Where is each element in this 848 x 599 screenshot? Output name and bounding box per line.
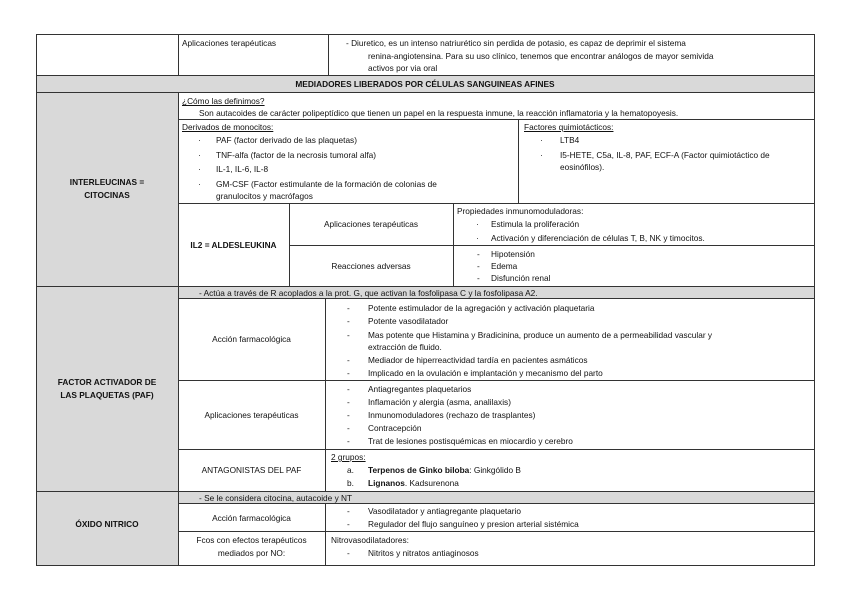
grupo-a-name: Terpenos de Ginko biloba bbox=[368, 465, 470, 475]
top-row-label: Aplicaciones terapéuticas bbox=[182, 38, 277, 48]
quimio-item: I5-HETE, C5a, IL-8, PAF, ECF-A (Factor quimiotáctico de bbox=[560, 150, 770, 160]
interleucinas-title-shade bbox=[36, 92, 178, 286]
paf-aplicaciones-label: Aplicaciones terapéuticas bbox=[204, 410, 299, 420]
dash: - bbox=[347, 330, 350, 340]
monocitos-item: PAF (factor derivado de las plaquetas) bbox=[216, 135, 357, 145]
dash: - bbox=[347, 316, 350, 326]
oxido-accion-item: Vasodilatador y antiagregante plaquetario bbox=[368, 506, 521, 516]
paf-aplicaciones-item: Antiagregantes plaquetarios bbox=[368, 384, 472, 394]
dash: - bbox=[347, 423, 350, 433]
top-row-line-3: activos por via oral bbox=[368, 63, 438, 73]
dash: - bbox=[347, 519, 350, 529]
bullet: · bbox=[198, 135, 201, 145]
monocitos-item: granulocitos y macrófagos bbox=[216, 191, 313, 201]
paf-aplicaciones-item: Inmunomoduladores (rechazo de trasplantes) bbox=[368, 410, 536, 420]
dash: - bbox=[347, 548, 350, 558]
grupo-b-detail: . Kadsurenona bbox=[404, 478, 459, 488]
dash: - bbox=[347, 506, 350, 516]
bullet: · bbox=[540, 150, 543, 160]
monocitos-item: GM-CSF (Factor estimulante de la formación de colonias de bbox=[216, 179, 437, 189]
grupo-a-letter: a. bbox=[347, 465, 354, 475]
paf-accion-item: Potente vasodilatador bbox=[368, 316, 449, 326]
dash: - bbox=[477, 249, 480, 259]
dash: - bbox=[347, 368, 350, 378]
oxido-accion-label: Acción farmacológica bbox=[212, 513, 291, 523]
paf-accion-item: Potente estimulador de la agregación y activación plaquetaria bbox=[368, 303, 595, 313]
top-row-line-1: - Diuretico, es un intenso natriurético sin perdida de potasio, es capaz de deprimir el sistema bbox=[346, 38, 686, 48]
interleucinas-title-line-2: CITOCINAS bbox=[84, 190, 130, 200]
paf-title-line-1: FACTOR ACTIVADOR DE bbox=[57, 377, 157, 387]
paf-accion-item: Mediador de hiperreactividad tardía en pacientes asmáticos bbox=[368, 355, 588, 365]
il2-label: IL2 = ALDESLEUKINA bbox=[190, 240, 277, 250]
bullet: · bbox=[476, 233, 479, 243]
grupos-title: 2 grupos: bbox=[331, 452, 366, 462]
oxido-accion-item: Regulador del flujo sanguíneo y presion arterial sistémica bbox=[368, 519, 579, 529]
quimio-item: LTB4 bbox=[560, 135, 580, 145]
dash: - bbox=[347, 384, 350, 394]
paf-antagonistas-label: ANTAGONISTAS DEL PAF bbox=[201, 465, 302, 475]
bullet: · bbox=[476, 219, 479, 229]
reacciones-item: Hipotensión bbox=[491, 249, 535, 259]
paf-accion-item: extracción de fluido. bbox=[368, 342, 442, 352]
il2-reacciones-label: Reacciones adversas bbox=[331, 261, 411, 271]
paf-title-shade bbox=[36, 286, 178, 491]
paf-accion-item: Mas potente que Histamina y Bradicinina, produce un aumento de a permeabilidad vascular y bbox=[368, 330, 713, 340]
paf-aplicaciones-item: Trat de lesiones postisquémicas en miocardio y cerebro bbox=[368, 436, 573, 446]
grupo-a bbox=[368, 465, 521, 475]
grupo-b-letter: b. bbox=[347, 478, 354, 488]
nitro-item: Nitritos y nitratos antiaginosos bbox=[368, 548, 479, 558]
paf-accion-label: Acción farmacológica bbox=[212, 334, 291, 344]
top-row-line-2: renina-angiotensina. Para su uso clínico, tenemos que encontrar análogos de mayor semivida bbox=[368, 51, 714, 61]
dash: - bbox=[347, 355, 350, 365]
section-header: MEDIADORES LIBERADOS POR CÉLULAS SANGUINEAS AFINES bbox=[295, 79, 555, 89]
dash: - bbox=[347, 410, 350, 420]
oxido-intro: - Se le considera citocina, autacoide y NT bbox=[199, 493, 353, 503]
monocitos-item: TNF-alfa (factor de la necrosis tumoral alfa) bbox=[216, 150, 376, 160]
oxido-fcos-label-line-2: mediados por NO: bbox=[217, 548, 286, 558]
bullet: · bbox=[198, 164, 201, 174]
paf-accion-item: Implicado en la ovulación e implantación y mecanismo del parto bbox=[368, 368, 603, 378]
quimio-item: eosinófilos). bbox=[560, 162, 605, 172]
oxido-title: ÓXIDO NITRICO bbox=[75, 519, 139, 529]
paf-aplicaciones-item: Contracepción bbox=[368, 423, 422, 433]
bullet: · bbox=[198, 150, 201, 160]
grupo-a-detail: : Ginkgólido B bbox=[469, 465, 521, 475]
il2-aplicaciones-label: Aplicaciones terapéuticas bbox=[323, 219, 419, 229]
propiedades-item: Estimula la proliferación bbox=[491, 219, 580, 229]
paf-aplicaciones-item: Inflamación y alergia (asma, analilaxis) bbox=[368, 397, 511, 407]
monocitos-item: IL-1, IL-6, IL-8 bbox=[216, 164, 269, 174]
dash: - bbox=[347, 303, 350, 313]
grupo-b bbox=[368, 478, 459, 488]
bullet: · bbox=[198, 179, 201, 189]
dash: - bbox=[347, 397, 350, 407]
definition-question: ¿Cómo las definimos? bbox=[182, 96, 265, 106]
paf-intro: - Actúa a través de R acoplados a la prot. G, que activan la fosfolipasa C y la fosfolipasa A2. bbox=[199, 288, 538, 298]
reacciones-item: Disfunción renal bbox=[491, 273, 551, 283]
propiedades-title: Propiedades inmunomoduladoras: bbox=[457, 206, 584, 216]
dash: - bbox=[347, 436, 350, 446]
quimio-title: Factores quimiotácticos: bbox=[524, 122, 614, 132]
dash: - bbox=[477, 261, 480, 271]
interleucinas-title-line-1: INTERLEUCINAS = bbox=[69, 177, 145, 187]
reacciones-item: Edema bbox=[491, 261, 518, 271]
grupo-b-name: Lignanos bbox=[368, 478, 405, 488]
dash: - bbox=[477, 273, 480, 283]
bullet: · bbox=[540, 135, 543, 145]
paf-title-line-2: LAS PLAQUETAS (PAF) bbox=[60, 390, 154, 400]
oxido-fcos-label-line-1: Fcos con efectos terapéuticos bbox=[196, 535, 307, 545]
monocitos-title: Derivados de monocitos: bbox=[182, 122, 274, 132]
propiedades-item: Activación y diferenciación de células T, B, NK y timocitos. bbox=[491, 233, 705, 243]
nitro-title: Nitrovasodilatadores: bbox=[331, 535, 409, 545]
definition-text: Son autacoides de carácter polipeptídico que tienen un papel en la respuesta inmune, la reacción inflamatoria y la hematopoyesis. bbox=[199, 108, 679, 118]
